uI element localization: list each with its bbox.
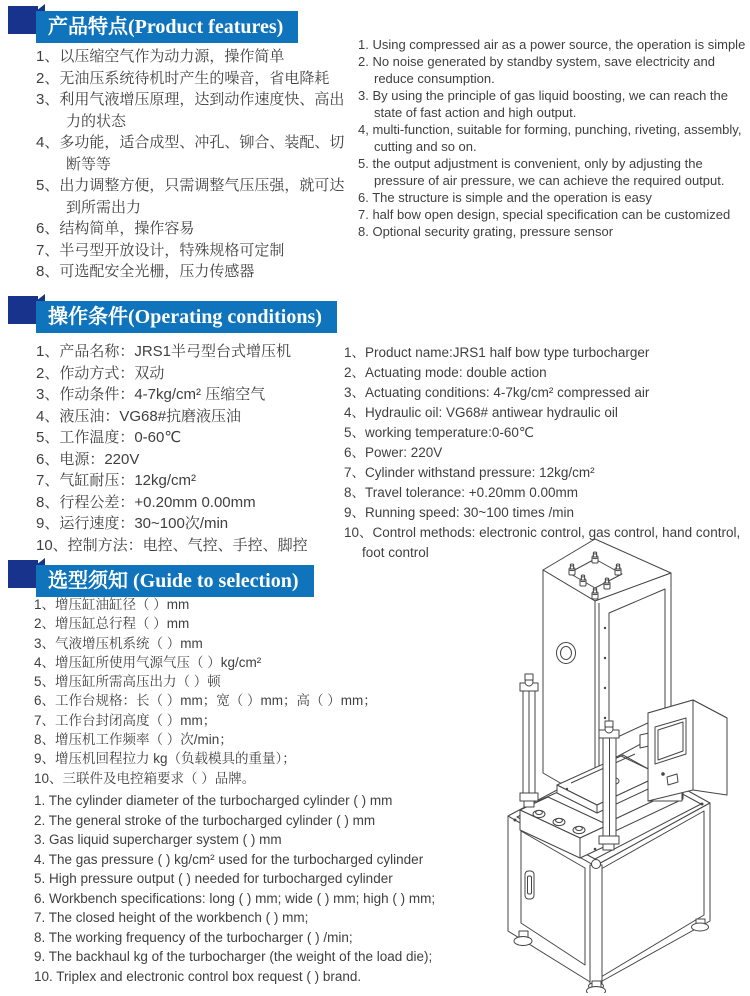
- machine-isometric-line-drawing: [435, 533, 750, 993]
- list-item: 4、Hydraulic oil: VG68# antiwear hydraulic oil: [344, 405, 618, 420]
- list-item: 2. The general stroke of the turbocharged cylinder ( ) mm: [34, 812, 376, 828]
- list-item: 7. half bow open design, special specification can be customized: [358, 207, 731, 222]
- section-title-bar: [36, 301, 337, 333]
- section-title-bar: [36, 565, 314, 597]
- section-header-operating-conditions: [8, 296, 337, 333]
- list-item: 5、工作温度：0-60℃: [36, 429, 182, 446]
- list-item: 8、可选配安全光栅，压力传感器: [36, 263, 255, 280]
- conditions-list-en: [344, 343, 750, 563]
- list-item: 5. the output adjustment is convenient, only by adjusting the pressure of air pressure, we can achieve the required output.: [358, 156, 725, 188]
- list-item: 8. The working frequency of the turbocharger ( ) /min;: [34, 929, 353, 945]
- list-item: 3、Actuating conditions: 4-7kg/cm² compressed air: [344, 385, 650, 400]
- selection-list-cn: [34, 595, 466, 788]
- list-item: 5、working temperature:0-60℃: [344, 425, 534, 440]
- list-item: 2. No noise generated by standby system, save electricity and reduce consumption.: [358, 54, 715, 86]
- list-item: 8. Optional security grating, pressure sensor: [358, 224, 614, 239]
- list-item: 8、增压机工作频率（ ）次/min；: [34, 732, 233, 748]
- list-item: 4、多功能，适合成型、冲孔、铆合、装配、切断等等: [36, 134, 345, 173]
- selection-list-en: [34, 791, 496, 986]
- section-header-product-features: [8, 6, 298, 43]
- machine-figure: [435, 533, 750, 993]
- features-list-cn: [36, 46, 358, 283]
- list-item: 5、增压缸所需高压出力（ ）顿: [34, 674, 221, 690]
- section-title-bar: [36, 11, 298, 43]
- list-item: 10、三联件及电控箱要求（ ）品牌。: [34, 770, 256, 786]
- light-curtain-left: [520, 674, 538, 807]
- list-item: 4、增压缸所使用气源气压（ ）kg/cm²: [34, 654, 262, 670]
- list-item: 2、增压缸总行程（ ）mm: [34, 616, 190, 632]
- control-box: [640, 700, 727, 801]
- list-item: 3、利用气液增压原理，达到动作速度快、高出力的状态: [36, 91, 345, 130]
- list-item: 7、气缸耐压：12kg/cm²: [36, 472, 197, 489]
- section-title: 产品特点(Product features): [48, 16, 284, 38]
- header-accent-block: [8, 296, 38, 324]
- list-item: 7、半弓型开放设计，特殊规格可定制: [36, 241, 285, 259]
- list-item: 10. Triplex and electronic control box request ( ) brand.: [34, 968, 362, 984]
- list-item: 2、Actuating mode: double action: [344, 365, 547, 380]
- list-item: 9. The backhaul kg of the turbocharger (the weight of the load die);: [34, 949, 433, 964]
- header-accent-block: [8, 560, 38, 588]
- list-item: 7、工作台封闭高度（ ）mm；: [34, 712, 217, 728]
- list-item: 5、出力调整方便，只需调整气压压强，就可达到所需出力: [36, 177, 345, 216]
- list-item: 6. Workbench specifications: long ( ) mm; wide ( ) mm; high ( ) mm;: [34, 890, 436, 906]
- list-item: 1. The cylinder diameter of the turbocharged cylinder ( ) mm: [34, 793, 393, 808]
- list-item: 9、运行速度：30~100次/min: [36, 515, 229, 532]
- section-header-guide-to-selection: [8, 560, 314, 597]
- list-item: 7、Cylinder withstand pressure: 12kg/cm²: [344, 465, 595, 480]
- list-item: 6、Power: 220V: [344, 445, 443, 460]
- list-item: 6、电源：220V: [36, 450, 140, 468]
- list-item: 1. Using compressed air as a power source, the operation is simple: [358, 37, 746, 52]
- list-item: 3、作动条件：4-7kg/cm² 压缩空气: [36, 386, 266, 403]
- list-item: 8、Travel tolerance: +0.20mm 0.00mm: [344, 485, 578, 500]
- list-item: 2、作动方式：双动: [36, 364, 165, 382]
- list-item: 8、行程公差：+0.20mm 0.00mm: [36, 493, 256, 511]
- conditions-list-cn: [36, 341, 344, 556]
- list-item: 6、结构简单，操作容易: [36, 220, 195, 237]
- list-item: 5. High pressure output ( ) needed for turbocharged cylinder: [34, 871, 393, 886]
- list-item: 10、控制方法：电控、气控、手控、脚控: [36, 536, 308, 554]
- list-item: 1、Product name:JRS1 half bow type turbocharger: [344, 345, 650, 360]
- list-item: 4, multi-function, suitable for forming, punching, riveting, assembly, cutting and so on.: [358, 122, 742, 154]
- list-item: 10、Control methods: electronic control, gas control, hand control, foot control: [344, 525, 741, 560]
- features-list-en: [358, 36, 750, 240]
- list-item: 1、以压缩空气作为动力源，操作简单: [36, 48, 285, 65]
- section-title: 选型须知 (Guide to selection): [48, 570, 299, 592]
- section-title: 操作条件(Operating conditions): [48, 306, 322, 328]
- header-fold-accent: [36, 558, 45, 565]
- list-item: 4. The gas pressure ( ) kg/cm² used for the turbocharged cylinder: [34, 851, 424, 867]
- list-item: 2、无油压系统待机时产生的噪音，省电降耗: [36, 69, 330, 87]
- list-item: 4、液压油：VG68#抗磨液压油: [36, 407, 242, 425]
- list-item: 3、气液增压机系统（ ）mm: [34, 635, 203, 651]
- list-item: 1、增压缸油缸径（ ）mm: [34, 597, 190, 612]
- header-accent-block: [8, 6, 38, 34]
- list-item: 9、增压机回程拉力 kg（负载模具的重量）；: [34, 751, 296, 767]
- list-item: 3. Gas liquid supercharger system ( ) mm: [34, 832, 282, 847]
- list-item: 6. The structure is simple and the operation is easy: [358, 190, 652, 205]
- header-fold-accent: [36, 4, 45, 11]
- list-item: 3. By using the principle of gas liquid boosting, we can reach the state of fast action and high output.: [358, 88, 729, 120]
- list-item: 1、产品名称：JRS1半弓型台式增压机: [36, 343, 292, 360]
- list-item: 6、工作台规格：长（ ）mm；宽（ ）mm；高（ ）mm；: [34, 693, 377, 709]
- header-fold-accent: [36, 294, 45, 301]
- list-item: 9、Running speed: 30~100 times /min: [344, 505, 575, 520]
- list-item: 7. The closed height of the workbench ( ) mm;: [34, 910, 309, 925]
